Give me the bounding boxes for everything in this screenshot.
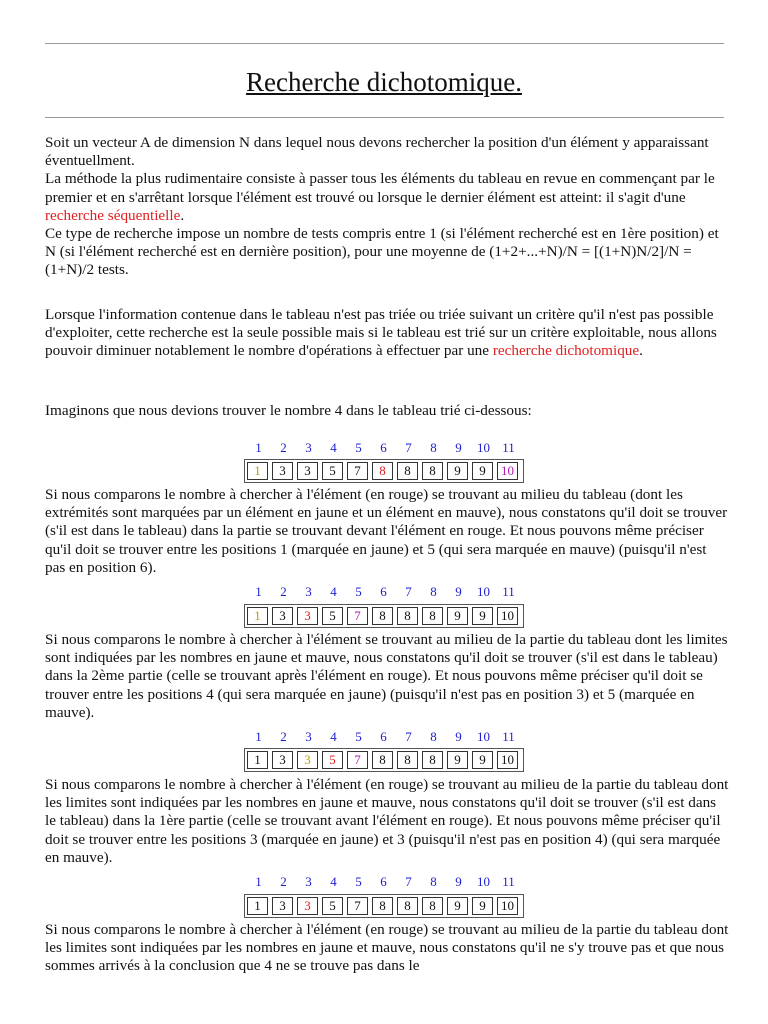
array-cell: 7 [347, 607, 368, 625]
index-label: 6 [380, 729, 387, 744]
index-label: 5 [355, 729, 362, 744]
array-cell: 9 [472, 897, 493, 915]
array-cell: 7 [347, 897, 368, 915]
array-cell: 3 [272, 607, 293, 625]
array-1 [244, 459, 524, 483]
third-paragraph: Imaginons que nous devions trouver le nombre 4 dans le tableau trié ci-dessous: [45, 402, 532, 419]
index-label: 4 [330, 440, 337, 455]
array-cell: 5 [322, 897, 343, 915]
array-cell: 3 [272, 897, 293, 915]
intro-line-2-end: . [180, 206, 185, 224]
index-label: 10 [477, 874, 490, 889]
index-label: 5 [355, 440, 362, 455]
array-cell: 1 [247, 751, 268, 769]
array-cell: 10 [497, 607, 518, 625]
index-label: 4 [330, 729, 337, 744]
array-cell: 8 [372, 607, 393, 625]
index-label: 5 [355, 584, 362, 599]
index-label: 3 [305, 440, 312, 455]
array-cell: 10 [497, 897, 518, 915]
index-row-2 [246, 584, 522, 602]
top-divider [45, 43, 724, 44]
array-cell: 5 [322, 607, 343, 625]
array-cell: 9 [472, 462, 493, 480]
array-cell: 3 [297, 897, 318, 915]
page-title: Recherche dichotomique. [246, 67, 522, 97]
intro-line-1: Soit un vecteur A de dimension N dans lequel nous devons rechercher la position d'un élément y apparaissant éventuellment. [45, 134, 709, 170]
index-row-1 [246, 440, 522, 458]
index-label: 6 [380, 874, 387, 889]
intro-paragraph [45, 134, 729, 280]
array-cell: 9 [447, 751, 468, 769]
array-cell: 5 [322, 751, 343, 769]
index-label: 9 [455, 729, 462, 744]
array-cell: 9 [472, 607, 493, 625]
index-label: 3 [305, 584, 312, 599]
step-1-paragraph: Si nous comparons le nombre à chercher à l'élément (en rouge) se trouvant au milieu du tableau (dont les extrémités sont marquées par un élément en jaune et un élément en mauve), nous constatons qu'il doit se trouver (s'il est dans le tableau) dans la partie se trouvant devant l'élément en rouge. Et nous pouvons même préciser qu'il doit se trouver entre les positions 1 (marquée en jaune) et 5 (qui sera marquée en mauve) (puisqu'il n'est pas en position 6). [45, 486, 728, 576]
array-cell: 3 [297, 751, 318, 769]
index-label: 8 [430, 440, 437, 455]
step-4-paragraph: Si nous comparons le nombre à chercher à l'élément (en rouge) se trouvant au milieu de la partie du tableau dont les limites sont indiquées par les nombres en jaune et mauve, nous constatons qu'il ne s'y trouve pas et que nous sommes arrivés à la conclusion que 4 ne se trouve pas dans le [45, 921, 729, 975]
index-label: 1 [255, 584, 262, 599]
array-cell: 1 [247, 607, 268, 625]
index-label: 11 [502, 584, 515, 599]
array-cell: 3 [272, 462, 293, 480]
index-label: 8 [430, 874, 437, 889]
array-cell: 8 [397, 751, 418, 769]
array-cell: 8 [422, 897, 443, 915]
index-label: 2 [280, 874, 287, 889]
array-cell: 9 [447, 897, 468, 915]
array-cell: 10 [497, 751, 518, 769]
array-cell: 3 [297, 462, 318, 480]
second-text-end: . [639, 342, 643, 360]
array-cell: 8 [372, 751, 393, 769]
index-label: 11 [502, 874, 515, 889]
index-label: 10 [477, 729, 490, 744]
index-label: 3 [305, 729, 312, 744]
index-label: 5 [355, 874, 362, 889]
link-recherche-sequentielle[interactable]: recherche séquentielle [45, 206, 181, 224]
index-label: 8 [430, 584, 437, 599]
second-paragraph [45, 306, 729, 361]
array-cell: 8 [372, 897, 393, 915]
array-cell: 10 [497, 462, 518, 480]
array-4 [244, 894, 524, 918]
index-label: 10 [477, 584, 490, 599]
array-cell: 7 [347, 751, 368, 769]
array-cell: 3 [272, 751, 293, 769]
index-label: 11 [502, 729, 515, 744]
index-label: 7 [405, 874, 412, 889]
array-cell: 9 [472, 751, 493, 769]
index-label: 8 [430, 729, 437, 744]
array-cell: 8 [372, 462, 393, 480]
array-cell: 8 [397, 897, 418, 915]
array-cell: 5 [322, 462, 343, 480]
array-cell: 1 [247, 897, 268, 915]
index-label: 9 [455, 440, 462, 455]
title-divider [45, 117, 724, 118]
index-label: 1 [255, 874, 262, 889]
index-label: 7 [405, 729, 412, 744]
array-cell: 8 [422, 751, 443, 769]
array-2 [244, 604, 524, 628]
index-label: 7 [405, 584, 412, 599]
index-label: 2 [280, 440, 287, 455]
index-label: 11 [502, 440, 515, 455]
array-cell: 8 [397, 462, 418, 480]
index-label: 2 [280, 584, 287, 599]
index-label: 2 [280, 729, 287, 744]
array-cell: 8 [422, 462, 443, 480]
index-label: 1 [255, 729, 262, 744]
index-label: 9 [455, 584, 462, 599]
index-label: 4 [330, 584, 337, 599]
step-3-paragraph: Si nous comparons le nombre à chercher à l'élément (en rouge) se trouvant au milieu de la partie du tableau dont les limites sont indiquées par les nombres en jaune et mauve, nous constatons qu'il doit se trouver (s'il est dans le tableau) dans la 1ère partie (celle se trouvant avant l'élément en rouge). Et nous pouvons même préciser qu'il doit se trouver entre les positions 3 (marquée en jaune) et 3 (puisqu'il n'est pas en position 4) (qui sera marquée en mauve). [45, 776, 729, 866]
array-cell: 8 [397, 607, 418, 625]
array-cell: 3 [297, 607, 318, 625]
index-label: 4 [330, 874, 337, 889]
index-row-3 [246, 729, 522, 747]
index-row-4 [246, 874, 522, 892]
link-recherche-dichotomique[interactable]: recherche dichotomique [492, 342, 640, 360]
array-3 [244, 748, 524, 772]
step-2-paragraph: Si nous comparons le nombre à chercher à l'élément se trouvant au milieu de la partie du tableau dont les limites sont indiquées par les nombres en jaune et mauve, nous constatons qu'il doit se trouver (s'il est dans le tableau) dans la 2ème partie (celle se trouvant après l'élément en rouge). Et nous pouvons même préciser qu'il doit se trouver entre les positions 4 (qui sera marquée en jaune) (puisqu'il n'est pas en position 3) et 5 (marquée en mauve). [45, 631, 728, 721]
array-cell: 8 [422, 607, 443, 625]
array-cell: 1 [247, 462, 268, 480]
index-label: 3 [305, 874, 312, 889]
array-cell: 9 [447, 462, 468, 480]
index-label: 1 [255, 440, 262, 455]
array-cell: 9 [447, 607, 468, 625]
index-label: 6 [380, 440, 387, 455]
index-label: 6 [380, 584, 387, 599]
intro-line-2: La méthode la plus rudimentaire consiste à passer tous les éléments du tableau en revue en commençant par le premier et en s'arrêtant lorsque l'élément est trouvé ou lorsque le dernier élément est atteint: il s'agit d'une [45, 170, 715, 206]
index-label: 10 [477, 440, 490, 455]
index-label: 7 [405, 440, 412, 455]
array-cell: 7 [347, 462, 368, 480]
intro-line-3: Ce type de recherche impose un nombre de tests compris entre 1 (si l'élément recherché est en 1ère position) et N (si l'élément recherché est en dernière position), pour une moyenne de (1+2+...+N)/N = [(1+N)N/2]/N = (1+N)/2 tests. [45, 225, 719, 279]
second-text: Lorsque l'information contenue dans le tableau n'est pas triée ou triée suivant un critère qu'il n'est pas possible d'exploiter, cette recherche est la seule possible mais si le tableau est trié sur un critère exploitable, nous allons pouvoir diminuer notablement le nombre d'opérations à effectuer par une [45, 306, 717, 360]
index-label: 9 [455, 874, 462, 889]
